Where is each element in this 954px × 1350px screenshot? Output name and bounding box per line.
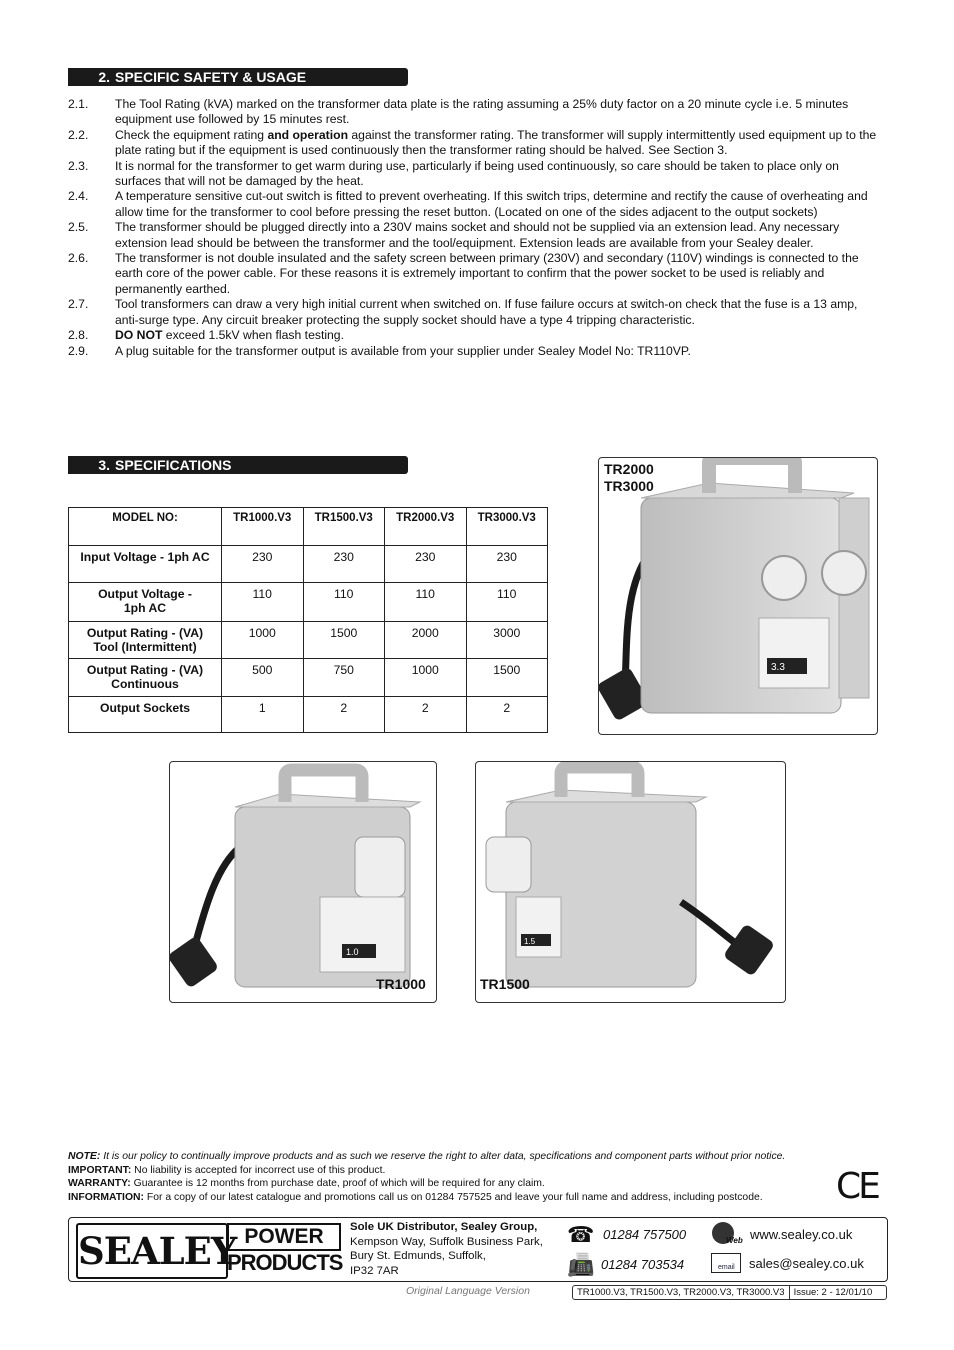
list-item bbox=[68, 97, 884, 128]
telephone-icon: ☎ bbox=[567, 1222, 595, 1247]
item-text bbox=[115, 128, 884, 159]
header-cell: TR2000.V3 bbox=[385, 508, 467, 546]
address-line: IP32 7AR bbox=[350, 1264, 399, 1277]
photo-tr2000-tr3000 bbox=[598, 457, 878, 735]
table-cell: 2 bbox=[303, 697, 385, 733]
item-number: 2.8. bbox=[68, 328, 89, 343]
power-logo: POWER bbox=[227, 1223, 341, 1251]
distributor-title: Sole UK Distributor, Sealey Group, bbox=[350, 1221, 538, 1233]
list-item bbox=[68, 159, 884, 190]
row-label-line: Output Rating - (VA) bbox=[86, 626, 204, 640]
table-cell: 110 bbox=[303, 583, 385, 622]
table-cell: 230 bbox=[222, 546, 304, 583]
rating-plate-text: 3.3 bbox=[771, 662, 785, 673]
row-label-line: Output Rating - (VA) bbox=[86, 663, 204, 677]
item-number: 2.3. bbox=[68, 158, 89, 173]
transformer-image bbox=[170, 762, 436, 1002]
phone-number: 01284 757500 bbox=[603, 1227, 687, 1242]
transformer-image bbox=[476, 762, 785, 1002]
important-label: IMPORTANT: bbox=[68, 1164, 132, 1176]
list-item bbox=[68, 128, 884, 159]
table-cell: 1 bbox=[222, 697, 304, 733]
item-text-part: against the transformer rating. The transformer will supply intermittently used equipment up to the plate rating but if the equipment is used continuously then the transformer rating should be halved. See Section 3. bbox=[115, 127, 877, 158]
item-text-part: Check the equipment rating bbox=[115, 127, 268, 142]
row-label bbox=[69, 546, 222, 583]
row-label-line: Tool (Intermittent) bbox=[93, 640, 197, 654]
list-item bbox=[68, 220, 884, 251]
table-cell: 110 bbox=[466, 583, 548, 622]
warranty-label: WARRANTY: bbox=[68, 1178, 131, 1190]
photo-tr1500 bbox=[475, 761, 786, 1003]
photo-label-tr3000: TR3000 bbox=[604, 478, 654, 494]
table-cell: 2 bbox=[466, 697, 548, 733]
important-line bbox=[68, 1164, 868, 1178]
note-line bbox=[68, 1150, 868, 1164]
table-row bbox=[69, 697, 548, 733]
header-cell: TR3000.V3 bbox=[466, 508, 548, 546]
table-row bbox=[69, 659, 548, 697]
website-link[interactable]: www.sealey.co.uk bbox=[750, 1227, 853, 1242]
table-cell: 2000 bbox=[385, 622, 467, 659]
table-row bbox=[69, 622, 548, 659]
original-language-note: Original Language Version bbox=[406, 1285, 530, 1297]
item-text: A temperature sensitive cut-out switch is fitted to prevent overheating. If this switch trips, determine and rectify the cause of overheating and allow time for the transformer to cool before pressing the reset button. (Located on one of the sides adjacent to the output sockets) bbox=[115, 189, 868, 219]
issue-box bbox=[572, 1285, 887, 1300]
photo-label-tr1000: TR1000 bbox=[376, 976, 426, 992]
photo-label-tr2000: TR2000 bbox=[604, 461, 654, 477]
photo-label-tr1500: TR1500 bbox=[480, 976, 530, 992]
table-cell: 1000 bbox=[222, 622, 304, 659]
rating-plate-text: 1.5 bbox=[524, 937, 536, 946]
section-title: SPECIFIC SAFETY & USAGE bbox=[115, 69, 307, 85]
section-3-heading bbox=[68, 456, 408, 474]
table-cell: 230 bbox=[303, 546, 385, 583]
item-text: The transformer is not double insulated and the safety screen between primary (230V) and secondary (110V) windings is connected to the earth core of the power cable. For these reasons it is extremely important to confirm that the power socket to be used is reliably and permanently earthed. bbox=[115, 251, 859, 296]
item-text: The transformer should be plugged directly into a 230V mains socket and should not be supplied via an extension lead. Any necessary extension lead should be between the transformer and the tool/equipment. Extension leads are available from your Sealey dealer. bbox=[115, 220, 840, 250]
row-label bbox=[69, 583, 222, 622]
photo-tr1000 bbox=[169, 761, 437, 1003]
email-icon-label: email bbox=[718, 1264, 735, 1271]
table-cell: 500 bbox=[222, 659, 304, 697]
section-title: SPECIFICATIONS bbox=[115, 457, 232, 473]
list-item bbox=[68, 189, 884, 220]
sealey-logo: SEALEY bbox=[76, 1223, 228, 1279]
table-cell: 2 bbox=[385, 697, 467, 733]
item-text-part: exceed 1.5kV when flash testing. bbox=[162, 328, 344, 343]
model-list: TR1000.V3, TR1500.V3, TR2000.V3, TR3000.V3 bbox=[577, 1287, 785, 1298]
table-header-row bbox=[69, 508, 548, 546]
issue-date: Issue: 2 - 12/01/10 bbox=[789, 1286, 877, 1299]
row-label bbox=[69, 622, 222, 659]
rating-plate-text: 1.0 bbox=[346, 947, 359, 957]
information-line bbox=[68, 1191, 868, 1205]
table-cell: 1500 bbox=[303, 622, 385, 659]
table-row bbox=[69, 546, 548, 583]
section-number: 2. bbox=[98, 69, 110, 85]
table-cell: 3000 bbox=[466, 622, 548, 659]
item-text: The Tool Rating (kVA) marked on the transformer data plate is the rating assuming a 25% duty factor on a 20 minute cycle i.e. 5 minutes equipment use followed by 15 minutes rest. bbox=[115, 97, 849, 127]
row-label-line: Output Sockets bbox=[99, 701, 191, 715]
header-cell: MODEL NO: bbox=[69, 508, 222, 546]
note-text: It is our policy to continually improve products and as such we reserve the right to alter data, specifications and component parts without prior notice. bbox=[100, 1151, 786, 1162]
item-text: Tool transformers can draw a very high initial current when switched on. If fuse failure occurs at switch-on check that the fuse is a 13 amp, anti-surge type. Any circuit breaker protecting the supply socket should have a type 4 tripping characteristic. bbox=[115, 297, 858, 327]
transformer-image bbox=[599, 458, 877, 734]
notes-block bbox=[68, 1150, 868, 1204]
products-logo: PRODUCTS bbox=[227, 1250, 343, 1275]
table-cell: 110 bbox=[385, 583, 467, 622]
row-label-line: Input Voltage - 1ph AC bbox=[80, 550, 210, 564]
item-text-bold: and operation bbox=[267, 127, 349, 142]
specifications-table bbox=[68, 507, 548, 733]
web-icon bbox=[712, 1222, 742, 1248]
important-text: No liability is accepted for incorrect use of this product. bbox=[131, 1164, 386, 1176]
item-text: A plug suitable for the transformer output is available from your supplier under Sealey Model No: TR110VP. bbox=[115, 343, 691, 358]
ce-mark-icon: CE bbox=[836, 1166, 878, 1207]
email-icon bbox=[711, 1253, 741, 1273]
item-number: 2.5. bbox=[68, 220, 89, 235]
distributor-address bbox=[350, 1220, 543, 1278]
address-line: Bury St. Edmunds, Suffolk, bbox=[350, 1250, 486, 1263]
item-text: It is normal for the transformer to get warm during use, particularly if being used continuously, so care should be taken to place only on surfaces that will not be damaged by the heat. bbox=[115, 158, 839, 189]
row-label bbox=[69, 659, 222, 697]
information-text: For a copy of our latest catalogue and promotions call us on 01284 757525 and leave your full name and address, including postcode. bbox=[144, 1191, 763, 1203]
item-number: 2.7. bbox=[68, 297, 89, 312]
warranty-text: Guarantee is 12 months from purchase date, proof of which will be required for any claim. bbox=[130, 1178, 545, 1190]
list-item bbox=[68, 297, 884, 328]
note-label: NOTE: bbox=[68, 1151, 101, 1162]
item-number: 2.4. bbox=[68, 189, 89, 204]
table-row bbox=[69, 583, 548, 622]
web-icon-label: Web bbox=[726, 1236, 743, 1245]
list-item bbox=[68, 328, 884, 343]
table-cell: 110 bbox=[222, 583, 304, 622]
item-text bbox=[115, 328, 884, 343]
fax-icon: 📠 bbox=[567, 1252, 595, 1277]
row-label-line: Continuous bbox=[111, 677, 179, 691]
list-item bbox=[68, 251, 884, 297]
section-2-heading bbox=[68, 68, 408, 86]
table-cell: 1500 bbox=[466, 659, 548, 697]
fax-number: 01284 703534 bbox=[601, 1257, 685, 1272]
table-cell: 750 bbox=[303, 659, 385, 697]
information-label: INFORMATION: bbox=[68, 1191, 144, 1203]
header-cell: TR1000.V3 bbox=[222, 508, 304, 546]
row-label-line: 1ph AC bbox=[123, 601, 167, 615]
row-label bbox=[69, 697, 222, 733]
address-line: Kempson Way, Suffolk Business Park, bbox=[350, 1235, 543, 1248]
item-number: 2.9. bbox=[68, 343, 89, 358]
list-item bbox=[68, 344, 884, 359]
item-number: 2.2. bbox=[68, 127, 89, 142]
item-text-bold: DO NOT bbox=[115, 328, 163, 343]
table-cell: 1000 bbox=[385, 659, 467, 697]
warranty-line bbox=[68, 1177, 868, 1191]
email-link[interactable]: sales@sealey.co.uk bbox=[749, 1256, 864, 1271]
table-cell: 230 bbox=[466, 546, 548, 583]
item-number: 2.6. bbox=[68, 251, 89, 266]
table-cell: 230 bbox=[385, 546, 467, 583]
safety-list bbox=[68, 97, 884, 359]
header-cell: TR1500.V3 bbox=[303, 508, 385, 546]
row-label-line: Output Voltage - bbox=[98, 587, 192, 601]
item-number: 2.1. bbox=[68, 97, 89, 111]
section-number: 3. bbox=[98, 457, 110, 473]
